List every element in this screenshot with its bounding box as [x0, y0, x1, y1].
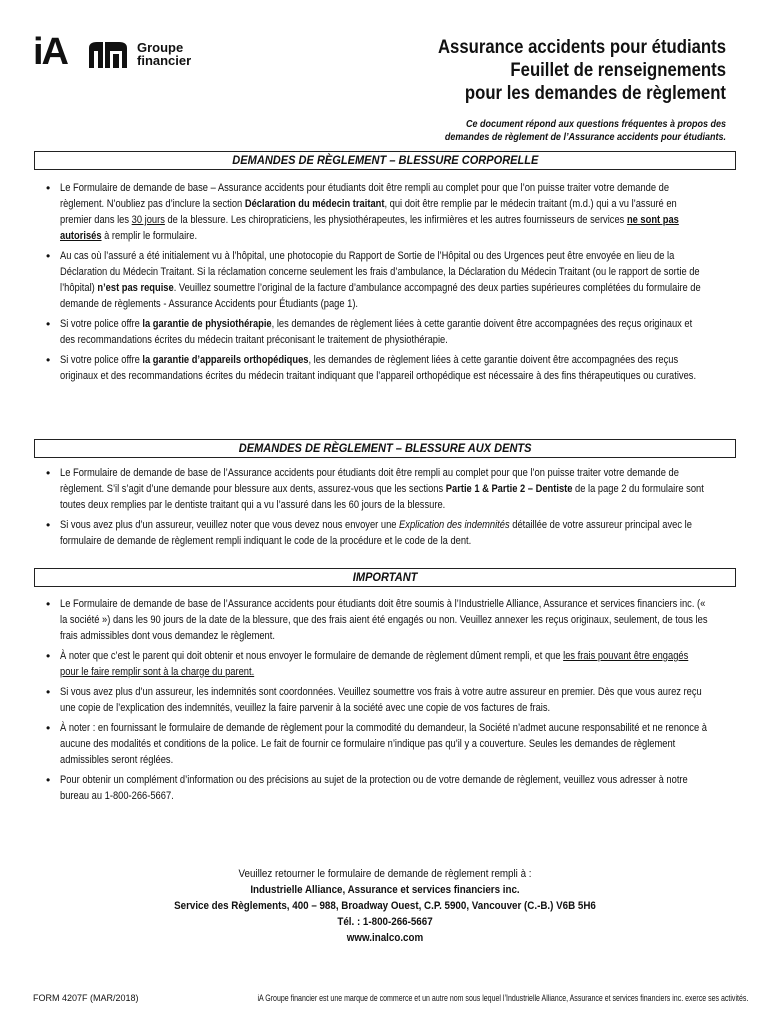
list-item: • À noter que c’est le parent qui doit obtenir et nous envoyer le formulaire de demande de règlement dûment rempli, et que les frais pouvant être engagés pour le faire remplir sont à la charge du parent.: [44, 648, 744, 680]
list-item: • À noter : en fournissant le formulaire de demande de règlement pour la commodité du demandeur, la Société n’admet aucune responsabilité et ne renonce à aucune des modalités et conditions de la police. Le fait de fournir ce formulaire n’indique pas qu’il y a couverture. Seules les demandes de règlement admissibles seront réglées.: [44, 720, 744, 768]
section-heading-bodily-injury: DEMANDES DE RÈGLEMENT – BLESSURE CORPORELLE: [34, 151, 736, 170]
list-item: • Le Formulaire de demande de base de l’Assurance accidents pour étudiants doit être soumis à l’Industrielle Alliance, Assurance et services financiers inc. (« la société ») dans les 90 jours de la date de la blessure, que des frais aient été engagés ou non. Veuillez annexer les reçus originaux, seulement, de tous les frais admissibles dont vous demandez le règlement.: [44, 596, 744, 644]
logo-mark-text: iA: [33, 31, 67, 73]
section-heading-dental-injury: DEMANDES DE RÈGLEMENT – BLESSURE AUX DENTS: [34, 439, 736, 458]
return-address-block: [0, 866, 770, 946]
list-item: • Le Formulaire de demande de base – Assurance accidents pour étudiants doit être rempli au complet pour que l’on puisse traiter votre demande de règlement. N’oubliez pas d’inclure la section Déclaration du médecin traitant, qui doit être remplie par le médecin traitant (m.d.) qui a vu l’assuré en premier dans les 30 jours de la blessure. Les chiropraticiens, les physiothérapeutes, les infirmières et les autres fournisseurs de services ne sont pas autorisés à remplir le formulaire.: [44, 180, 744, 244]
important-list: [44, 596, 744, 808]
trademark-notice: iA Groupe financier est une marque de commerce et un autre nom sous lequel l’Industrielle Alliance, Assurance et services financiers inc. exerce ses activités.: [257, 993, 748, 1003]
mailing-address: Service des Règlements, 400 – 988, Broadway Ouest, C.P. 5900, Vancouver (C.-B.) V6B 5H6: [174, 900, 596, 912]
logo-brand-name: Groupe financier: [137, 40, 192, 68]
dental-injury-list: [44, 465, 744, 553]
form-identifier: FORM 4207F (MAR/2018): [33, 993, 139, 1003]
company-logo: [33, 31, 192, 73]
website-link[interactable]: www.inalco.com: [346, 932, 424, 944]
title-line-1: Assurance accidents pour étudiants: [437, 37, 726, 58]
list-item: • Au cas où l’assuré a été initialement vu à l’hôpital, une photocopie du Rapport de Sortie de l’Hôpital ou des Urgences peut être envoyée en lieu de la Déclaration du Médecin Traitant. Si la réclamation concerne seulement les frais d’ambulance, la Déclaration du Médecin Traitant (ou le rapport de sortie de l’hôpital) n’est pas requise. Veuillez soumettre l’original de la facture d’ambulance accompagné des deux parties supérieures complétées du formulaire de demande de règlements - Assurance Accidents pour Étudiants (page 1).: [44, 248, 744, 312]
document-title: [306, 36, 726, 105]
logo-building-icon: [89, 42, 133, 68]
title-line-3: pour les demandes de règlement: [464, 83, 726, 104]
list-item: • Si vous avez plus d’un assureur, veuillez noter que vous devez nous envoyer une Explication des indemnités détaillée de votre assureur principal avec le formulaire de demande de règlement rempli indiquant le code de la procédure et le code de la dent.: [44, 517, 744, 549]
list-item: • Si votre police offre la garantie d’appareils orthopédiques, les demandes de règlement liées à cette garantie doivent être accompagnées des reçus originaux et des recommandations écrites du médecin traitant indiquant que l’appareil orthopédique est nécessaire à des fins thérapeutiques ou curatives.: [44, 352, 744, 384]
company-name: Industrielle Alliance, Assurance et services financiers inc.: [250, 884, 520, 896]
list-item: • Le Formulaire de demande de base de l’Assurance accidents pour étudiants doit être rempli au complet pour que l’on puisse traiter votre demande de règlement. S’il s’agit d’une demande pour blessure aux dents, assurez-vous que les sections Partie 1 & Partie 2 – Dentiste de la page 2 du formulaire sont toutes deux remplies par le dentiste traitant qui a vu l’assuré dans les 60 jours de la blessure.: [44, 465, 744, 513]
return-instruction: Veuillez retourner le formulaire de demande de règlement rempli à :: [238, 868, 532, 880]
title-line-2: Feuillet de renseignements: [510, 60, 726, 81]
phone-number: Tél. : 1-800-266-5667: [337, 916, 433, 928]
list-item: • Pour obtenir un complément d’information ou des précisions au sujet de la protection ou de votre demande de règlement, veuillez vous adresser à notre bureau au 1-800-266-5667.: [44, 772, 744, 804]
list-item: • Si vous avez plus d’un assureur, les indemnités sont coordonnées. Veuillez soumettre vos frais à votre autre assureur en premier. Dès que vous aurez reçu une copie de l’explication des indemnités, veuillez la faire parvenir à la société avec une copie de vos factures de frais.: [44, 684, 744, 716]
bodily-injury-list: [44, 180, 744, 388]
list-item: • Si votre police offre la garantie de physiothérapie, les demandes de règlement liées à cette garantie doivent être accompagnées des reçus originaux et des recommandations écrites du médecin traitant préconisant le traitement de physiothérapie.: [44, 316, 744, 348]
section-heading-important: IMPORTANT: [34, 568, 736, 587]
document-subtitle: Ce document répond aux questions fréquentes à propos des demandes de règlement de l’Assurance accidents pour étudiants.: [444, 119, 726, 143]
